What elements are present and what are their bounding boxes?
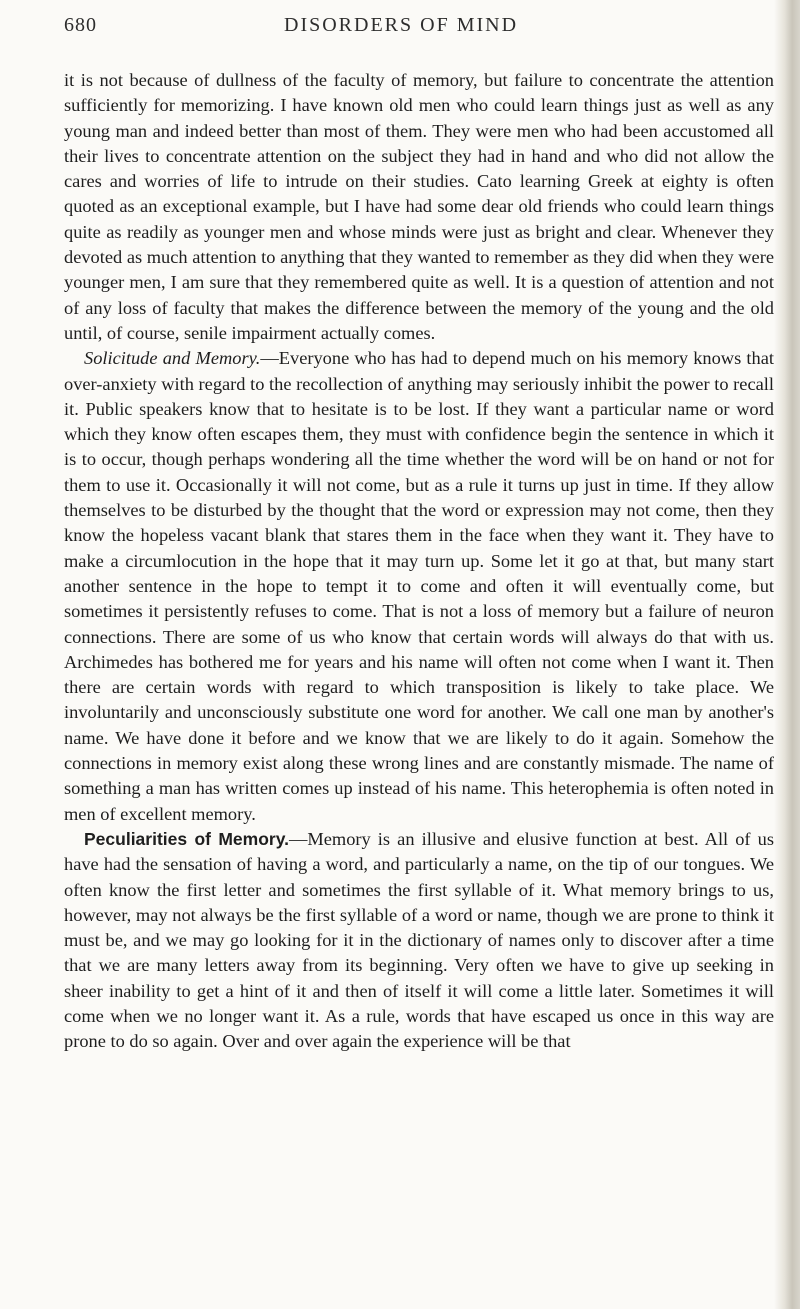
running-head [64, 14, 774, 40]
paragraph-peculiarities [64, 827, 774, 1055]
paragraph-text: —Memory is an illusive and elusive function at best. All of us have had the sensation of having a word, and particularly a name, on the tip of our tongues. We often know the first letter and sometimes the first syllable of it. What memory brings to us, however, may not always be the first syllable of a word or name, though we are prone to think it must be, and we may go looking for it in the dictionary of names only to discover after a time that we are many letters away from its beginning. Very often we have to give up seeking in sheer inability to get a hint of it and then of itself it will come a little later. Sometimes it will come when we no longer want it. As a rule, words that have escaped us once in this way are prone to do so again. Over and over again the experience will be that [64, 828, 774, 1052]
paragraph-solicitude [64, 346, 774, 827]
body-text [64, 68, 774, 1055]
paragraph-text: —Everyone who has had to depend much on his memory knows that over-anxiety with regard to the recollection of anything may seriously inhibit the power to recall it. Public speakers know that to hesitate is to be lost. If they want a particular name or word which they know often escapes them, they must with confidence begin the sentence in which it is to occur, though perhaps wondering all the time whether the word will be on hand or not for them to use it. Occasionally it will not come, but as a rule it turns up just in time. If they allow themselves to be disturbed by the thought that the word or expression may not come, then they know the hopeless vacant blank that stares them in the face when they want it. They have to make a circumlocution in the hope that it may turn up. Some let it go at that, but many start another sentence in the hope to tempt it to come and often it will eventually come, but sometimes it persistently refuses to come. That is not a loss of memory but a failure of neuron connections. There are some of us who know that certain words will always do that with us. Archimedes has bothered me for years and his name will often not come when I want it. Then there are certain words with regard to which transposition is likely to take place. We involuntarily and unconsciously substitute one word for another. We call one man by another's name. We have done it before and we know that we are likely to do it again. Somehow the connections in memory exist along these wrong lines and are constantly mismade. The name of something a man has written comes up instead of his name. This heterophemia is often noted in men of excellent memory. [64, 348, 775, 824]
section-heading-peculiarities: Peculiarities of Memory. [84, 828, 289, 849]
page-edge-shadow [774, 0, 800, 1309]
page-number: 680 [64, 14, 97, 36]
section-heading-solicitude: Solicitude and Memory. [84, 348, 261, 369]
paragraph: it is not because of dullness of the faculty of memory, but failure to concentrate the attention sufficiently for memorizing. I have known old men who could learn things just as well as any young man and indeed better than most of them. They were men who had been accustomed all their lives to concentrate attention on the subject they had in hand and who did not allow the cares and worries of life to intrude on their studies. Cato learning Greek at eighty is often quoted as an exceptional example, but I have had some dear old friends who could learn things quite as readily as younger men and whose minds were just as bright and clear. Whenever they devoted as much attention to anything that they wanted to remember as they did when they were younger men, I am sure that they remembered quite as well. It is a question of attention and not of any loss of faculty that makes the difference between the memory of the young and the old until, of course, senile impairment actually comes. [64, 70, 774, 343]
running-title: DISORDERS OF MIND [284, 14, 519, 36]
